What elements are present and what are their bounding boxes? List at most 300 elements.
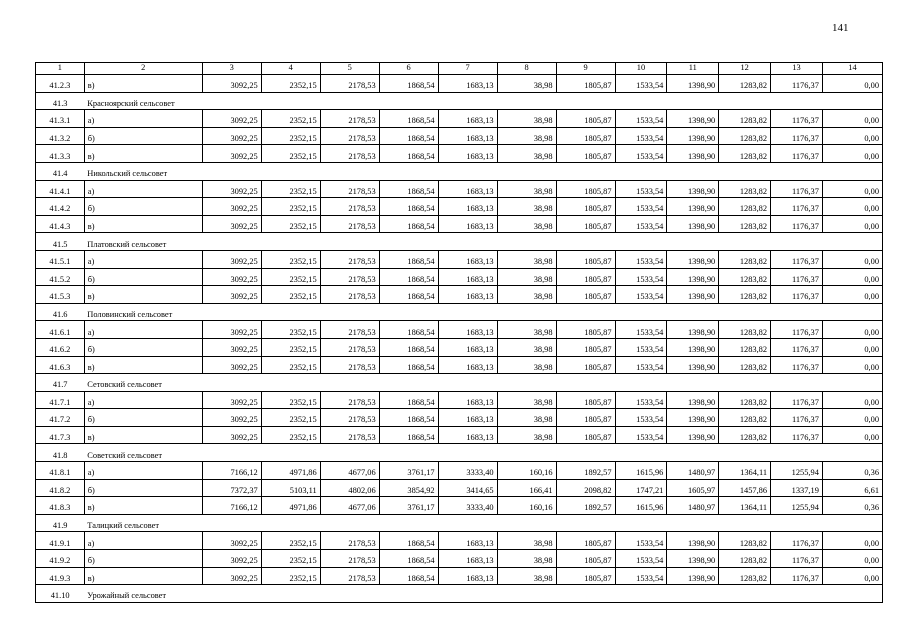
value-cell: 1868,54	[379, 356, 438, 374]
row-code: 41.8.2	[36, 479, 85, 497]
value-cell: 1683,13	[438, 567, 497, 585]
column-header: 11	[667, 63, 719, 75]
value-cell: 1683,13	[438, 250, 497, 268]
value-cell: 1683,13	[438, 75, 497, 93]
value-cell: 4802,06	[320, 479, 379, 497]
row-code: 41.7	[36, 374, 85, 392]
value-cell: 3092,25	[202, 567, 261, 585]
value-cell: 1868,54	[379, 426, 438, 444]
section-row	[36, 233, 883, 251]
table-row	[36, 479, 883, 497]
value-cell: 3092,25	[202, 75, 261, 93]
value-cell: 3092,25	[202, 409, 261, 427]
value-cell: 1533,54	[615, 356, 667, 374]
value-cell: 1805,87	[556, 268, 615, 286]
column-header: 2	[84, 63, 202, 75]
value-cell: 166,41	[497, 479, 556, 497]
value-cell: 4971,86	[261, 497, 320, 515]
value-cell: 1805,87	[556, 567, 615, 585]
value-cell: 2352,15	[261, 215, 320, 233]
value-cell: 1398,90	[667, 215, 719, 233]
value-cell: 1533,54	[615, 321, 667, 339]
value-cell: 1533,54	[615, 268, 667, 286]
value-cell: 1747,21	[615, 479, 667, 497]
row-label: а)	[84, 180, 202, 198]
value-cell: 1805,87	[556, 286, 615, 304]
row-code: 41.4.1	[36, 180, 85, 198]
row-label: в)	[84, 145, 202, 163]
value-cell: 4971,86	[261, 462, 320, 480]
value-cell: 1398,90	[667, 391, 719, 409]
row-code: 41.3.1	[36, 110, 85, 128]
value-cell: 1176,37	[771, 145, 823, 163]
section-row	[36, 303, 883, 321]
value-cell: 1868,54	[379, 338, 438, 356]
value-cell: 0,36	[822, 497, 882, 515]
section-title: Сетовский сельсовет	[84, 374, 882, 392]
value-cell: 0,36	[822, 462, 882, 480]
row-label: б)	[84, 198, 202, 216]
value-cell: 3414,65	[438, 479, 497, 497]
value-cell: 1683,13	[438, 145, 497, 163]
value-cell: 1398,90	[667, 180, 719, 198]
table-row	[36, 198, 883, 216]
value-cell: 0,00	[822, 532, 882, 550]
value-cell: 1398,90	[667, 338, 719, 356]
value-cell: 3092,25	[202, 391, 261, 409]
value-cell: 3092,25	[202, 215, 261, 233]
value-cell: 4677,06	[320, 497, 379, 515]
row-code: 41.9.2	[36, 550, 85, 568]
value-cell: 1398,90	[667, 426, 719, 444]
value-cell: 1683,13	[438, 268, 497, 286]
value-cell: 1683,13	[438, 127, 497, 145]
value-cell: 1283,82	[719, 145, 771, 163]
value-cell: 1398,90	[667, 532, 719, 550]
value-cell: 1176,37	[771, 409, 823, 427]
value-cell: 1176,37	[771, 391, 823, 409]
column-header: 3	[202, 63, 261, 75]
value-cell: 1683,13	[438, 321, 497, 339]
row-code: 41.4	[36, 162, 85, 180]
row-label: в)	[84, 497, 202, 515]
value-cell: 0,00	[822, 110, 882, 128]
value-cell: 1283,82	[719, 550, 771, 568]
table-row	[36, 268, 883, 286]
value-cell: 38,98	[497, 268, 556, 286]
value-cell: 3092,25	[202, 180, 261, 198]
value-cell: 1364,11	[719, 462, 771, 480]
value-cell: 2352,15	[261, 356, 320, 374]
table-row	[36, 567, 883, 585]
value-cell: 1533,54	[615, 532, 667, 550]
row-label: б)	[84, 338, 202, 356]
value-cell: 38,98	[497, 215, 556, 233]
value-cell: 38,98	[497, 110, 556, 128]
value-cell: 3333,40	[438, 497, 497, 515]
value-cell: 1398,90	[667, 250, 719, 268]
value-cell: 1176,37	[771, 567, 823, 585]
table-row	[36, 532, 883, 550]
value-cell: 1868,54	[379, 145, 438, 163]
value-cell: 1398,90	[667, 110, 719, 128]
value-cell: 1683,13	[438, 110, 497, 128]
value-cell: 38,98	[497, 198, 556, 216]
value-cell: 1283,82	[719, 250, 771, 268]
value-cell: 2178,53	[320, 286, 379, 304]
tariff-table	[35, 62, 883, 603]
value-cell: 3092,25	[202, 198, 261, 216]
value-cell: 1176,37	[771, 532, 823, 550]
row-code: 41.7.1	[36, 391, 85, 409]
section-title: Красноярский сельсовет	[84, 92, 882, 110]
value-cell: 2178,53	[320, 268, 379, 286]
value-cell: 38,98	[497, 567, 556, 585]
value-cell: 0,00	[822, 321, 882, 339]
value-cell: 2352,15	[261, 409, 320, 427]
value-cell: 1868,54	[379, 567, 438, 585]
row-label: в)	[84, 286, 202, 304]
value-cell: 2352,15	[261, 127, 320, 145]
table-row	[36, 321, 883, 339]
row-code: 41.6	[36, 303, 85, 321]
value-cell: 6,61	[822, 479, 882, 497]
value-cell: 1533,54	[615, 250, 667, 268]
value-cell: 38,98	[497, 145, 556, 163]
value-cell: 1398,90	[667, 356, 719, 374]
value-cell: 1176,37	[771, 550, 823, 568]
value-cell: 1533,54	[615, 145, 667, 163]
value-cell: 2178,53	[320, 356, 379, 374]
table-row	[36, 75, 883, 93]
value-cell: 1805,87	[556, 127, 615, 145]
row-code: 41.8.3	[36, 497, 85, 515]
value-cell: 1176,37	[771, 180, 823, 198]
value-cell: 0,00	[822, 356, 882, 374]
table-row	[36, 550, 883, 568]
row-code: 41.6.3	[36, 356, 85, 374]
value-cell: 1533,54	[615, 110, 667, 128]
table-row	[36, 250, 883, 268]
value-cell: 1337,19	[771, 479, 823, 497]
value-cell: 2352,15	[261, 75, 320, 93]
value-cell: 38,98	[497, 180, 556, 198]
column-header: 12	[719, 63, 771, 75]
value-cell: 3092,25	[202, 356, 261, 374]
section-title: Половинский сельсовет	[84, 303, 882, 321]
value-cell: 1868,54	[379, 550, 438, 568]
value-cell: 7166,12	[202, 462, 261, 480]
value-cell: 2352,15	[261, 567, 320, 585]
value-cell: 2178,53	[320, 215, 379, 233]
column-header: 9	[556, 63, 615, 75]
value-cell: 2178,53	[320, 321, 379, 339]
value-cell: 1398,90	[667, 127, 719, 145]
row-label: а)	[84, 532, 202, 550]
value-cell: 1533,54	[615, 550, 667, 568]
value-cell: 1176,37	[771, 356, 823, 374]
value-cell: 1868,54	[379, 75, 438, 93]
row-label: б)	[84, 268, 202, 286]
value-cell: 1683,13	[438, 356, 497, 374]
value-cell: 3092,25	[202, 127, 261, 145]
value-cell: 38,98	[497, 356, 556, 374]
row-label: б)	[84, 550, 202, 568]
value-cell: 1683,13	[438, 426, 497, 444]
table-body	[36, 63, 883, 603]
table-row	[36, 215, 883, 233]
row-code: 41.7.2	[36, 409, 85, 427]
value-cell: 1533,54	[615, 180, 667, 198]
value-cell: 1615,96	[615, 462, 667, 480]
header-row	[36, 63, 883, 75]
value-cell: 0,00	[822, 338, 882, 356]
table-row	[36, 180, 883, 198]
value-cell: 0,00	[822, 409, 882, 427]
row-code: 41.5.1	[36, 250, 85, 268]
column-header: 7	[438, 63, 497, 75]
value-cell: 0,00	[822, 567, 882, 585]
value-cell: 1176,37	[771, 75, 823, 93]
section-row	[36, 162, 883, 180]
value-cell: 1892,57	[556, 497, 615, 515]
value-cell: 2352,15	[261, 180, 320, 198]
value-cell: 1683,13	[438, 198, 497, 216]
value-cell: 2178,53	[320, 409, 379, 427]
section-row	[36, 514, 883, 532]
value-cell: 2352,15	[261, 110, 320, 128]
row-label: б)	[84, 409, 202, 427]
value-cell: 0,00	[822, 550, 882, 568]
column-header: 6	[379, 63, 438, 75]
value-cell: 38,98	[497, 321, 556, 339]
value-cell: 1892,57	[556, 462, 615, 480]
value-cell: 38,98	[497, 286, 556, 304]
value-cell: 1176,37	[771, 127, 823, 145]
value-cell: 0,00	[822, 215, 882, 233]
value-cell: 0,00	[822, 180, 882, 198]
value-cell: 1364,11	[719, 497, 771, 515]
value-cell: 7166,12	[202, 497, 261, 515]
value-cell: 1283,82	[719, 127, 771, 145]
value-cell: 1533,54	[615, 338, 667, 356]
value-cell: 1868,54	[379, 409, 438, 427]
value-cell: 1805,87	[556, 426, 615, 444]
row-code: 41.10	[36, 585, 85, 603]
row-label: а)	[84, 250, 202, 268]
section-row	[36, 444, 883, 462]
value-cell: 1283,82	[719, 338, 771, 356]
value-cell: 1533,54	[615, 567, 667, 585]
value-cell: 2352,15	[261, 286, 320, 304]
value-cell: 1805,87	[556, 321, 615, 339]
column-header: 5	[320, 63, 379, 75]
section-row	[36, 374, 883, 392]
row-label: а)	[84, 110, 202, 128]
value-cell: 1398,90	[667, 75, 719, 93]
value-cell: 1868,54	[379, 127, 438, 145]
value-cell: 1805,87	[556, 215, 615, 233]
value-cell: 2352,15	[261, 198, 320, 216]
value-cell: 0,00	[822, 268, 882, 286]
section-title: Платовский сельсовет	[84, 233, 882, 251]
value-cell: 2178,53	[320, 391, 379, 409]
row-label: в)	[84, 356, 202, 374]
value-cell: 3092,25	[202, 110, 261, 128]
value-cell: 1176,37	[771, 286, 823, 304]
value-cell: 160,16	[497, 462, 556, 480]
value-cell: 1868,54	[379, 321, 438, 339]
value-cell: 2178,53	[320, 145, 379, 163]
value-cell: 3092,25	[202, 550, 261, 568]
column-header: 8	[497, 63, 556, 75]
value-cell: 1398,90	[667, 550, 719, 568]
value-cell: 2352,15	[261, 268, 320, 286]
value-cell: 1533,54	[615, 127, 667, 145]
value-cell: 1533,54	[615, 391, 667, 409]
value-cell: 1683,13	[438, 550, 497, 568]
table-row	[36, 409, 883, 427]
table-row	[36, 356, 883, 374]
value-cell: 0,00	[822, 127, 882, 145]
value-cell: 38,98	[497, 550, 556, 568]
table-row	[36, 127, 883, 145]
row-code: 41.8	[36, 444, 85, 462]
value-cell: 1176,37	[771, 426, 823, 444]
value-cell: 0,00	[822, 198, 882, 216]
value-cell: 3092,25	[202, 321, 261, 339]
row-code: 41.3	[36, 92, 85, 110]
value-cell: 1805,87	[556, 356, 615, 374]
table-row	[36, 286, 883, 304]
value-cell: 3761,17	[379, 497, 438, 515]
value-cell: 3092,25	[202, 286, 261, 304]
value-cell: 1805,87	[556, 338, 615, 356]
row-label: а)	[84, 391, 202, 409]
value-cell: 2178,53	[320, 198, 379, 216]
value-cell: 1533,54	[615, 215, 667, 233]
value-cell: 38,98	[497, 127, 556, 145]
value-cell: 1283,82	[719, 268, 771, 286]
value-cell: 2352,15	[261, 426, 320, 444]
value-cell: 2352,15	[261, 145, 320, 163]
table-row	[36, 110, 883, 128]
value-cell: 2352,15	[261, 250, 320, 268]
value-cell: 38,98	[497, 75, 556, 93]
table-row	[36, 391, 883, 409]
value-cell: 1533,54	[615, 409, 667, 427]
value-cell: 2178,53	[320, 426, 379, 444]
value-cell: 38,98	[497, 426, 556, 444]
value-cell: 3092,25	[202, 145, 261, 163]
column-header: 14	[822, 63, 882, 75]
value-cell: 1398,90	[667, 321, 719, 339]
value-cell: 1283,82	[719, 110, 771, 128]
value-cell: 0,00	[822, 426, 882, 444]
row-code: 41.6.1	[36, 321, 85, 339]
value-cell: 1283,82	[719, 75, 771, 93]
value-cell: 2352,15	[261, 321, 320, 339]
value-cell: 1176,37	[771, 110, 823, 128]
value-cell: 1805,87	[556, 110, 615, 128]
value-cell: 2178,53	[320, 127, 379, 145]
value-cell: 1283,82	[719, 180, 771, 198]
value-cell: 1283,82	[719, 215, 771, 233]
value-cell: 1398,90	[667, 268, 719, 286]
value-cell: 1683,13	[438, 180, 497, 198]
row-label: в)	[84, 426, 202, 444]
value-cell: 2352,15	[261, 391, 320, 409]
value-cell: 1805,87	[556, 391, 615, 409]
value-cell: 1398,90	[667, 145, 719, 163]
value-cell: 4677,06	[320, 462, 379, 480]
value-cell: 1533,54	[615, 286, 667, 304]
section-title: Талицкий сельсовет	[84, 514, 882, 532]
value-cell: 2352,15	[261, 550, 320, 568]
row-label: в)	[84, 567, 202, 585]
value-cell: 0,00	[822, 391, 882, 409]
row-code: 41.9	[36, 514, 85, 532]
value-cell: 1283,82	[719, 286, 771, 304]
value-cell: 1255,94	[771, 462, 823, 480]
value-cell: 38,98	[497, 391, 556, 409]
value-cell: 1805,87	[556, 409, 615, 427]
value-cell: 1176,37	[771, 268, 823, 286]
value-cell: 3854,92	[379, 479, 438, 497]
value-cell: 2178,53	[320, 250, 379, 268]
value-cell: 3761,17	[379, 462, 438, 480]
value-cell: 1398,90	[667, 567, 719, 585]
value-cell: 1868,54	[379, 532, 438, 550]
value-cell: 0,00	[822, 250, 882, 268]
value-cell: 0,00	[822, 145, 882, 163]
value-cell: 0,00	[822, 286, 882, 304]
value-cell: 2352,15	[261, 338, 320, 356]
value-cell: 1283,82	[719, 321, 771, 339]
value-cell: 38,98	[497, 338, 556, 356]
value-cell: 1683,13	[438, 215, 497, 233]
value-cell: 1283,82	[719, 532, 771, 550]
column-header: 1	[36, 63, 85, 75]
value-cell: 1868,54	[379, 180, 438, 198]
table-row	[36, 426, 883, 444]
row-code: 41.9.3	[36, 567, 85, 585]
value-cell: 1398,90	[667, 409, 719, 427]
value-cell: 1868,54	[379, 286, 438, 304]
row-label: б)	[84, 127, 202, 145]
value-cell: 1868,54	[379, 250, 438, 268]
column-header: 4	[261, 63, 320, 75]
value-cell: 2098,82	[556, 479, 615, 497]
row-code: 41.7.3	[36, 426, 85, 444]
row-label: в)	[84, 75, 202, 93]
value-cell: 1868,54	[379, 198, 438, 216]
value-cell: 1868,54	[379, 215, 438, 233]
value-cell: 1283,82	[719, 567, 771, 585]
value-cell: 1176,37	[771, 338, 823, 356]
value-cell: 2178,53	[320, 567, 379, 585]
table-row	[36, 145, 883, 163]
table-row	[36, 462, 883, 480]
value-cell: 1457,86	[719, 479, 771, 497]
row-label: б)	[84, 479, 202, 497]
row-code: 41.5.2	[36, 268, 85, 286]
section-row	[36, 585, 883, 603]
row-label: а)	[84, 321, 202, 339]
value-cell: 7372,37	[202, 479, 261, 497]
value-cell: 1176,37	[771, 198, 823, 216]
value-cell: 2178,53	[320, 338, 379, 356]
